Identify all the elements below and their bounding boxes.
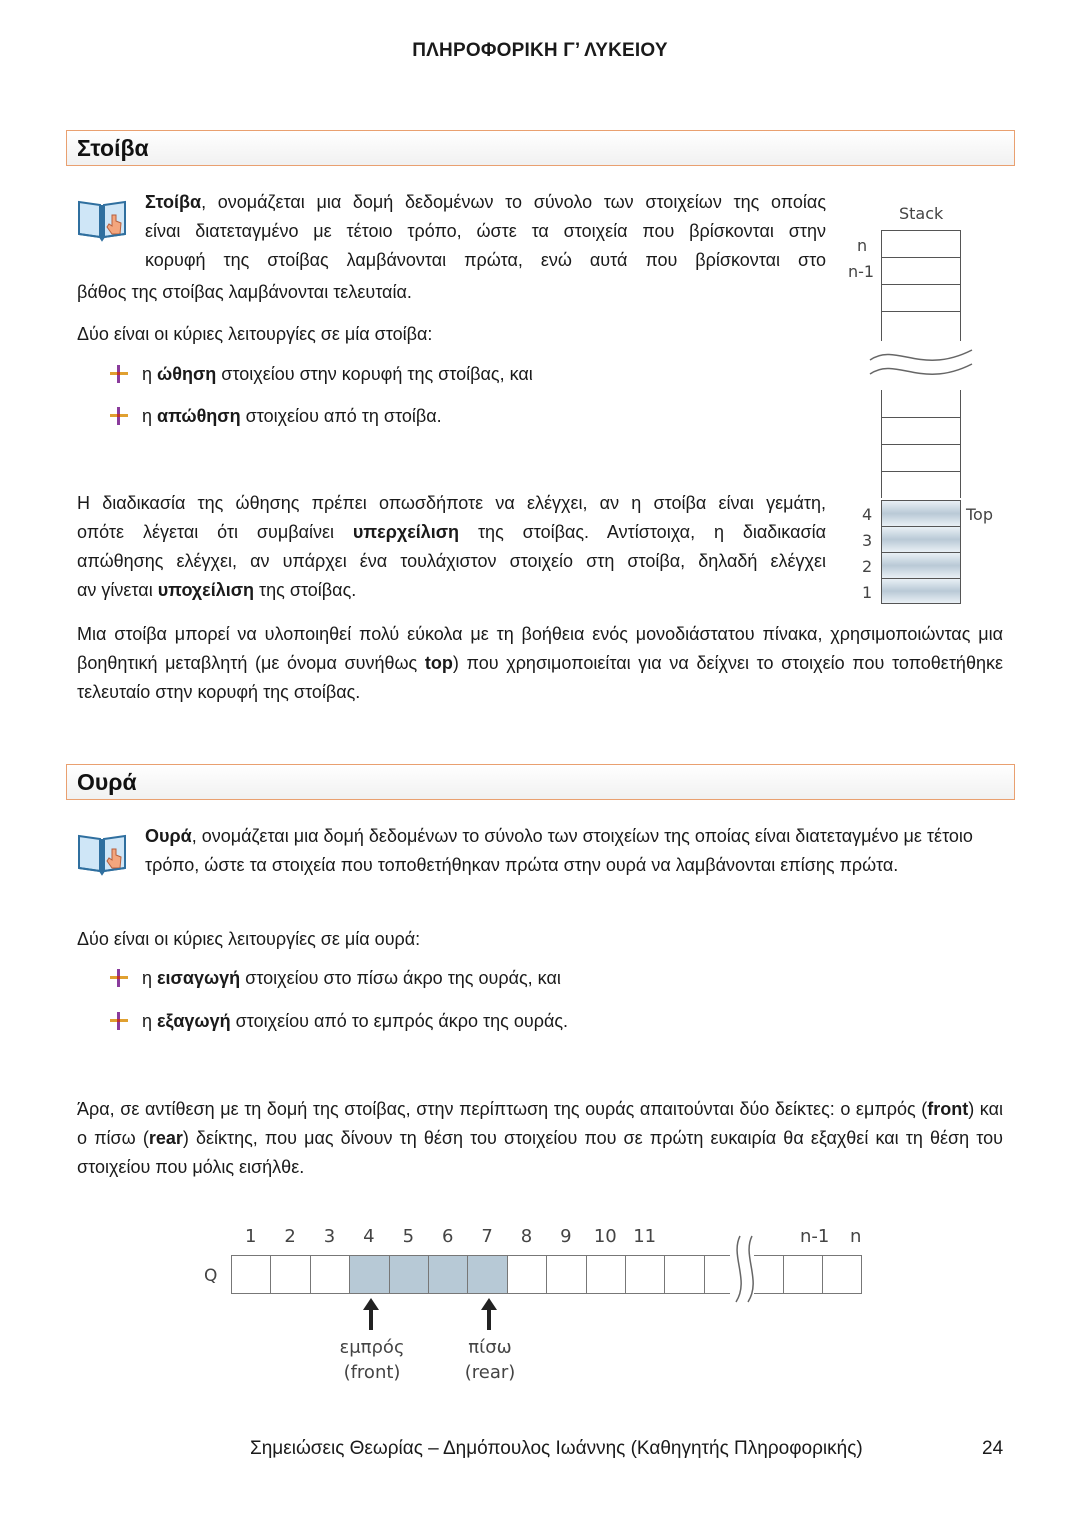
- queue-row-label: Q: [204, 1266, 218, 1286]
- queue-index: 3: [323, 1226, 336, 1247]
- queue-index: 1: [244, 1226, 257, 1247]
- stack-cell: [881, 257, 961, 284]
- queue-index: 8: [520, 1226, 533, 1247]
- stack-term: Στοίβα: [145, 192, 202, 212]
- stack-def-line-2: είναι διατεταγμένο με τέτοιο τρόπο, ώστε τα στοιχεία που βρίσκονται στην: [145, 221, 826, 241]
- stack-def-line-1: [145, 188, 826, 217]
- overflow-line-2: [77, 518, 826, 547]
- stack-bullet-pop: [142, 406, 442, 427]
- stack-top-pointer: Top: [966, 505, 993, 524]
- stack-cell: [881, 471, 961, 498]
- bullet-bold: ώθηση: [157, 364, 217, 384]
- queue-index: 7: [481, 1226, 493, 1247]
- queue-bullet-enqueue: [142, 968, 561, 989]
- stack-def-line-4: βάθος της στοίβας λαμβάνονται τελευταία.: [77, 282, 412, 302]
- pointers-text: ) δείκτης, που μας δίνουν τη θέση του στοιχείου που σε πρώτη ευκαιρία θα εξαχθεί και τη θέση του στοιχείου που μόλις εισήλθε.: [77, 1128, 1003, 1177]
- queue-index: 4: [363, 1226, 375, 1247]
- stack-label-4: 4: [862, 505, 873, 524]
- rear-sub-label: (rear): [464, 1362, 516, 1383]
- queue-bullet-dequeue: [142, 1011, 568, 1032]
- queue-cell: [507, 1255, 547, 1294]
- queue-cell: [783, 1255, 823, 1294]
- book-icon: [76, 193, 128, 245]
- pointers-text: Άρα, σε αντίθεση με τη δομή της στοίβας, στην περίπτωση της ουράς απαιτούνται δύο δείκτες: ο εμπρός (: [77, 1099, 928, 1119]
- stack-cell: [881, 417, 961, 444]
- queue-index-n-1: n-1: [800, 1226, 830, 1247]
- rear-term: rear: [148, 1128, 183, 1148]
- queue-break-mark-icon: [722, 1234, 762, 1304]
- stack-filled-cell: [881, 578, 961, 604]
- overflow-paragraph: [77, 489, 826, 605]
- section-title-stack: [66, 130, 1015, 166]
- overflow-text: οπότε λέγεται ότι συμβαίνει: [77, 522, 353, 542]
- underflow-term: υποχείλιση: [157, 580, 255, 600]
- stack-label-2: 2: [862, 557, 873, 576]
- footer-text: Σημειώσεις Θεωρίας – Δημόπουλος Ιωάννης (Καθηγητής Πληροφορικής): [250, 1438, 863, 1459]
- bullet-pre: η: [142, 968, 158, 988]
- stack-filled-cell: [881, 526, 961, 552]
- stack-bullet-push: [142, 364, 533, 385]
- overflow-text: της στοίβας. Αντίστοιχα, η διαδικασία: [459, 522, 826, 542]
- overflow-line-1: Η διαδικασία της ώθησης πρέπει οπωσδήποτε να ελέγχει, αν η στοίβα είναι γεμάτη,: [77, 493, 826, 513]
- queue-pointers-paragraph: [77, 1095, 1003, 1182]
- queue-cell: [270, 1255, 310, 1294]
- queue-index: 9: [560, 1226, 572, 1247]
- queue-cell: [822, 1255, 862, 1294]
- bullet-bold: εισαγωγή: [157, 968, 241, 988]
- queue-definition: [145, 822, 1003, 880]
- bullet-bold: εξαγωγή: [157, 1011, 231, 1031]
- stack-figure-title: Stack: [899, 204, 944, 223]
- queue-cell: [389, 1255, 429, 1294]
- queue-index: 6: [441, 1226, 454, 1247]
- rear-label: πίσω: [468, 1337, 512, 1358]
- overflow-line-3: απώθησης ελέγχει, αν υπάρχει ένα τουλάχιστον στοιχείο στη στοίβα, δηλαδή ελέγχει: [77, 551, 826, 571]
- stack-cell: [881, 444, 961, 471]
- bullet-post: στοιχείου στην κορυφή της στοίβας, και: [216, 364, 533, 384]
- break-mark-icon: [866, 336, 976, 396]
- front-sub-label: (front): [343, 1362, 401, 1383]
- front-label: εμπρός: [339, 1337, 405, 1358]
- impl-text: Μια στοίβα μπορεί να υλοποιηθεί πολύ εύκολα με τη βοήθεια ενός μονοδιάστατου πίνακα, χρησιμοποιώντας μια βοηθητική μεταβλητή (με όνομα συνήθως: [77, 624, 1003, 673]
- queue-index: 2: [284, 1226, 296, 1247]
- queue-cell: [231, 1255, 271, 1294]
- queue-index: 10: [593, 1226, 617, 1247]
- plus-bullet-icon: [109, 968, 129, 988]
- section-title-text: Ουρά: [77, 769, 137, 795]
- queue-cell: [546, 1255, 586, 1294]
- queue-index: 11: [633, 1226, 657, 1247]
- queue-cell: [664, 1255, 704, 1294]
- queue-cell: [467, 1255, 507, 1294]
- plus-bullet-icon: [109, 364, 129, 384]
- queue-cell: [586, 1255, 626, 1294]
- front-term: front: [927, 1099, 969, 1119]
- stack-cell: [881, 284, 961, 311]
- stack-def-line-3: κορυφή της στοίβας λαμβάνονται πρώτα, ενώ αυτά που βρίσκονται στο: [145, 250, 826, 270]
- queue-cell: [349, 1255, 389, 1294]
- page-number: 24: [982, 1438, 1004, 1459]
- queue-index-n: n: [850, 1226, 862, 1247]
- queue-term: Ουρά: [145, 826, 192, 846]
- queue-index: 5: [402, 1226, 415, 1247]
- stack-def-text-1: , ονομάζεται μια δομή δεδομένων το σύνολο των στοιχείων της οποίας: [201, 192, 826, 212]
- stack-ops-intro: Δύο είναι οι κύριες λειτουργίες σε μία στοίβα:: [77, 324, 433, 344]
- book-icon: [76, 827, 128, 879]
- pointers-text: ) και ο πίσω (: [77, 1099, 1003, 1148]
- bullet-pre: η: [142, 406, 158, 426]
- section-title-queue: [66, 764, 1015, 800]
- stack-filled-cell: [881, 500, 961, 526]
- queue-cell: [310, 1255, 350, 1294]
- plus-bullet-icon: [109, 1011, 129, 1031]
- bullet-post: στοιχείου στο πίσω άκρο της ουράς, και: [240, 968, 561, 988]
- stack-implementation: [77, 620, 1003, 707]
- queue-ops-intro: Δύο είναι οι κύριες λειτουργίες σε μία ουρά:: [77, 929, 421, 949]
- stack-label-n: n: [857, 236, 868, 255]
- front-arrow-icon: [358, 1296, 384, 1332]
- overflow-line-4: [77, 576, 826, 605]
- rear-arrow-icon: [476, 1296, 502, 1332]
- stack-definition: [145, 188, 826, 275]
- overflow-term: υπερχείλιση: [352, 522, 460, 542]
- underflow-text: αν γίνεται: [77, 580, 158, 600]
- queue-cell: [625, 1255, 665, 1294]
- plus-bullet-icon: [109, 406, 129, 426]
- stack-cell: [881, 390, 961, 417]
- section-title-text: Στοίβα: [77, 135, 149, 161]
- underflow-text: της στοίβας.: [254, 580, 357, 600]
- stack-label-n-1: n-1: [848, 262, 875, 281]
- stack-cell: [881, 230, 961, 257]
- stack-label-1: 1: [862, 583, 873, 602]
- bullet-post: στοιχείου από το εμπρός άκρο της ουράς.: [230, 1011, 569, 1031]
- bullet-bold: απώθηση: [157, 406, 241, 426]
- stack-label-3: 3: [862, 531, 873, 550]
- queue-cell: [428, 1255, 468, 1294]
- queue-def-text: , ονομάζεται μια δομή δεδομένων το σύνολο των στοιχείων της οποίας είναι διατεταγμένο με τέτοιο τρόπο, ώστε τα στοιχεία που τοποθετήθηκαν πρώτα στην ουρά να λαμβάνονται επίσης πρώτα.: [145, 826, 973, 875]
- bullet-pre: η: [142, 1011, 158, 1031]
- page-header: ΠΛΗΡΟΦΟΡΙΚΗ Γ’ ΛΥΚΕΙΟΥ: [412, 40, 668, 61]
- bullet-pre: η: [142, 364, 158, 384]
- impl-text: ) που χρησιμοποιείται για να δείχνει το στοιχείο που τοποθετήθηκε τελευταίο στην κορυφή της στοίβας.: [77, 653, 1003, 702]
- impl-top-term: top: [424, 653, 453, 673]
- bullet-post: στοιχείου από τη στοίβα.: [240, 406, 442, 426]
- stack-filled-cell: [881, 552, 961, 578]
